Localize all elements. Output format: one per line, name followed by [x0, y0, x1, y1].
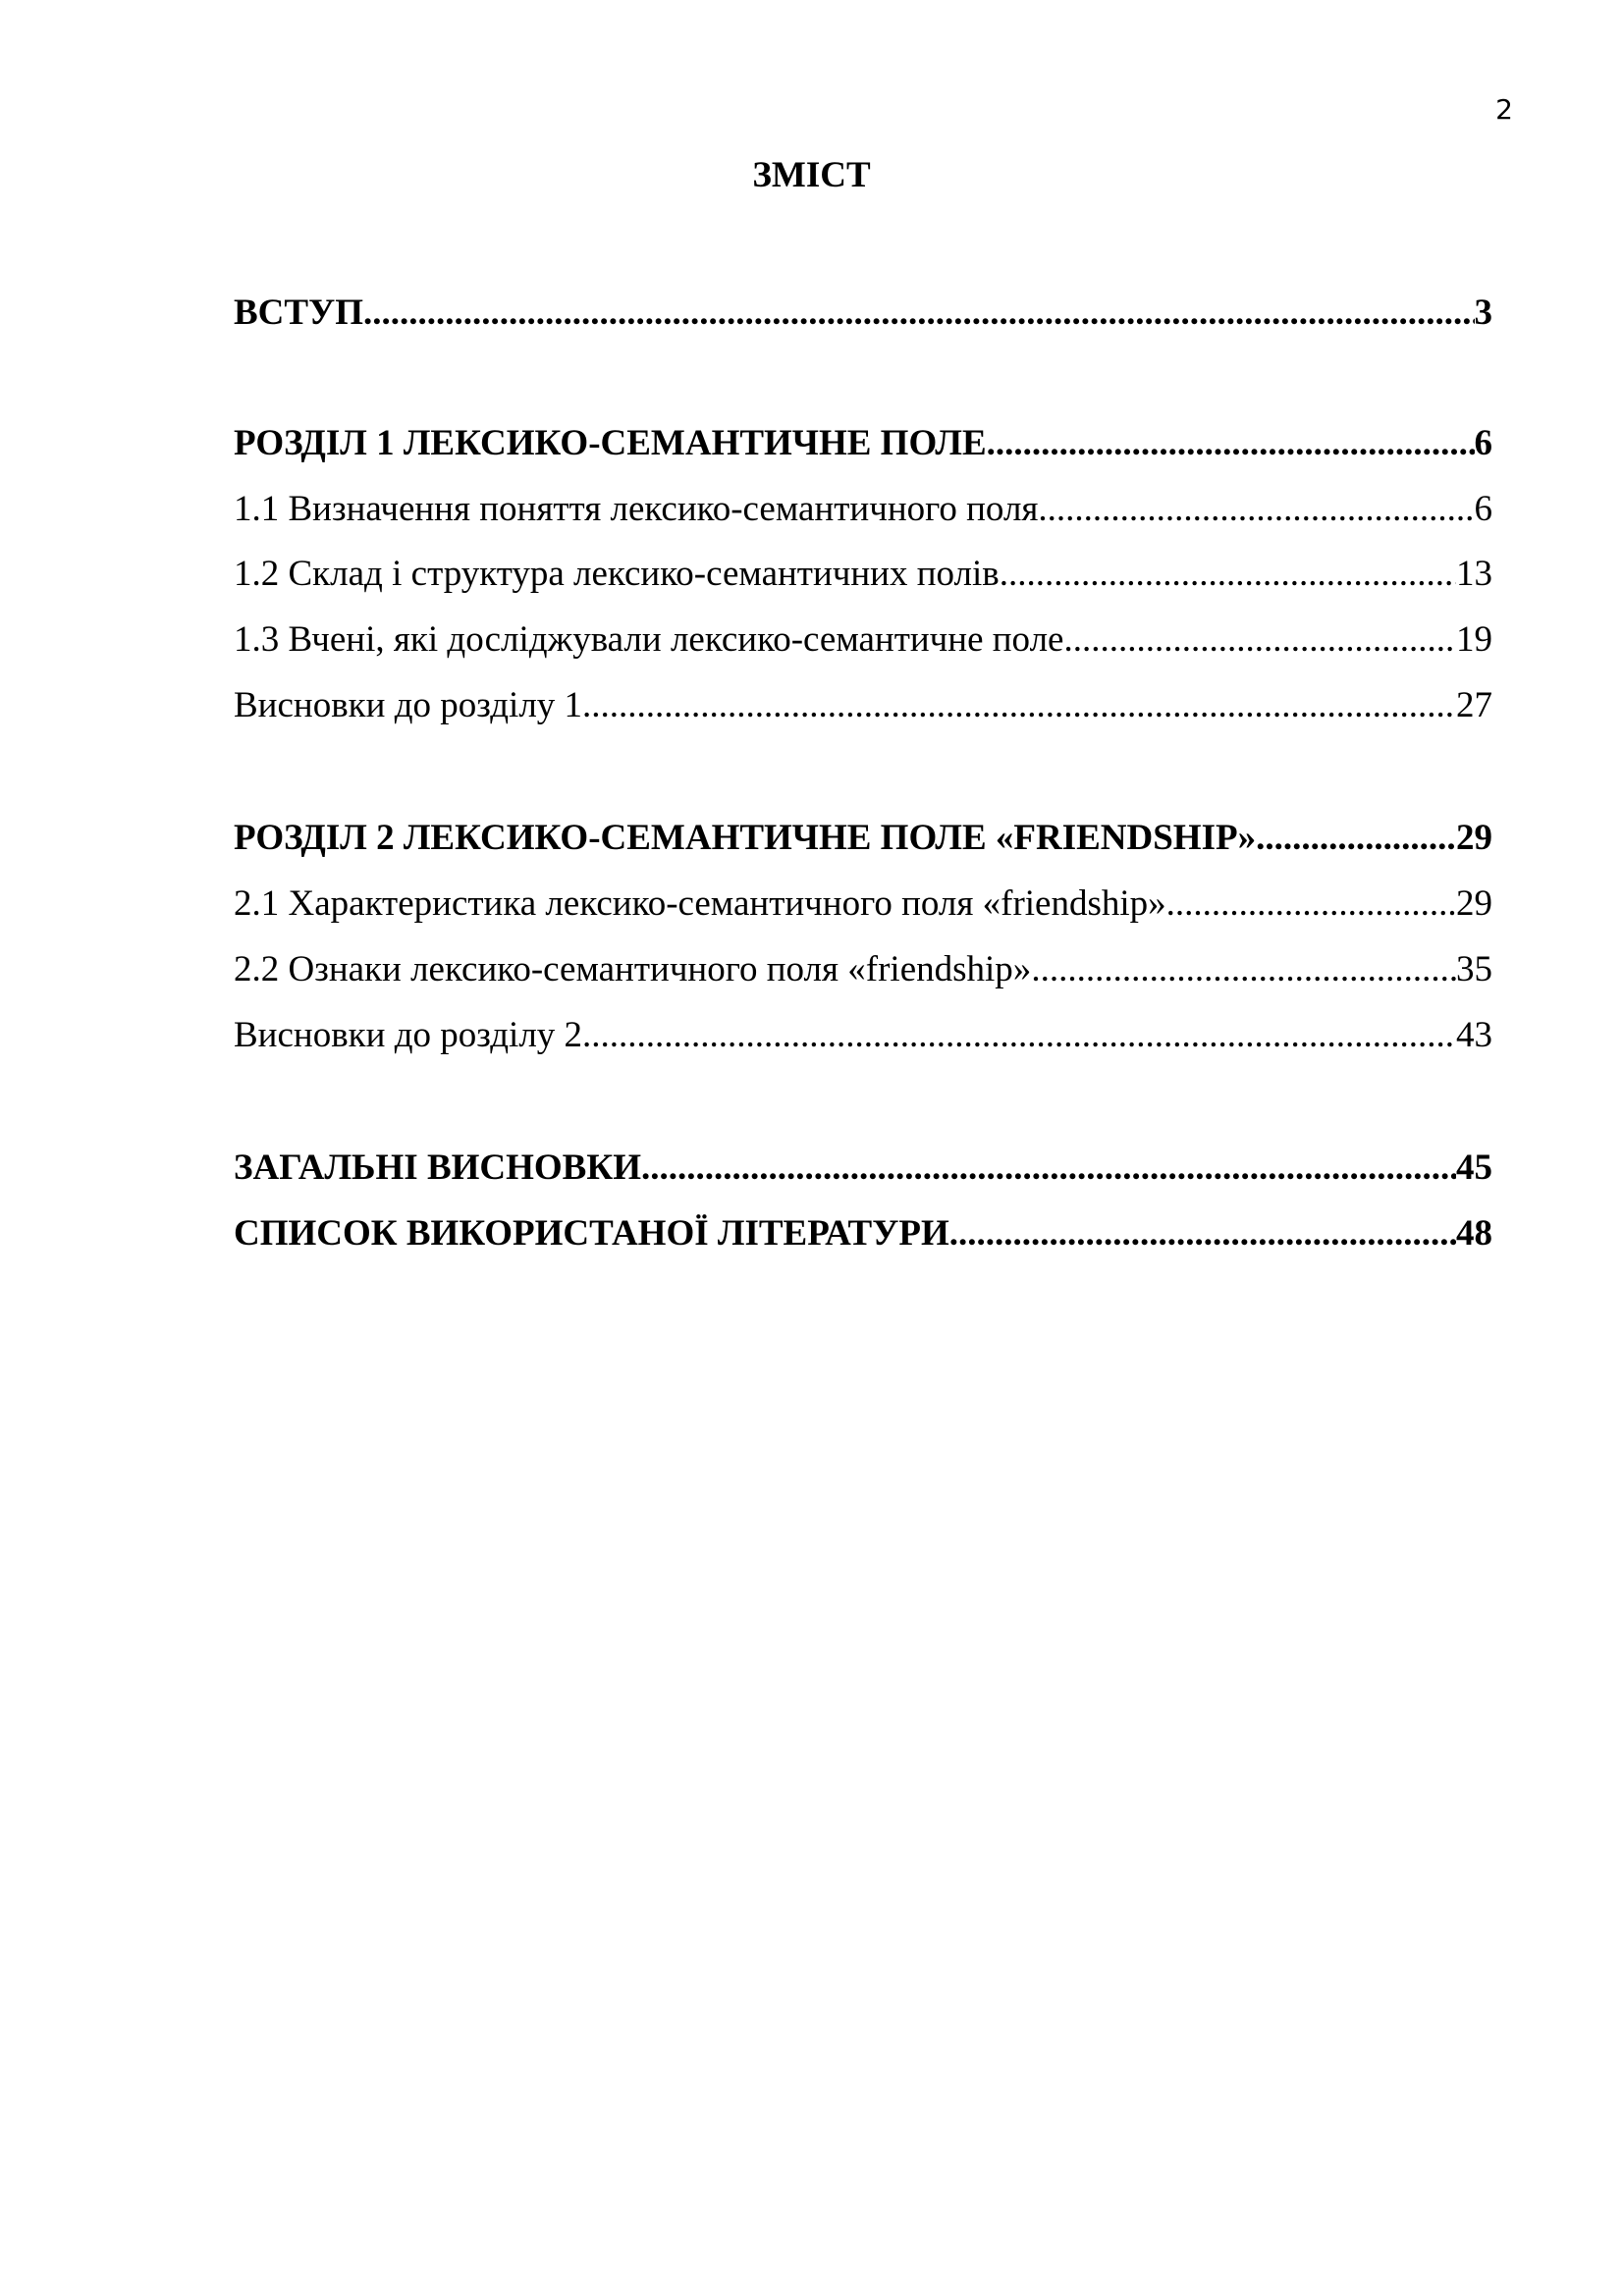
toc-dot-leader [1038, 488, 1474, 531]
toc-entry-chapter-1[interactable] [234, 422, 1492, 465]
toc-entry-page: 45 [1456, 1148, 1492, 1188]
toc-entry-section-1-3[interactable] [234, 618, 1492, 662]
toc-entry-label: Висновки до розділу 1 [234, 685, 583, 725]
toc-entry-page: 43 [1456, 1015, 1492, 1055]
toc-entry-page: 48 [1456, 1213, 1492, 1254]
toc-dot-leader [1166, 882, 1456, 926]
toc-dot-leader [987, 422, 1475, 465]
toc-entry-general-conclusions[interactable] [234, 1147, 1492, 1190]
toc-entry-label: ЗАГАЛЬНІ ВИСНОВКИ [234, 1148, 641, 1188]
toc-entry-label: 2.1 Характеристика лексико-семантичного поля «friendship» [234, 883, 1166, 924]
toc-entry-conclusions-2[interactable] [234, 1014, 1492, 1057]
toc-dot-leader [1063, 618, 1456, 662]
toc-entry-conclusions-1[interactable] [234, 684, 1492, 727]
toc-dot-leader [1256, 817, 1456, 860]
toc-entry-label: РОЗДІЛ 1 ЛЕКСИКО-СЕМАНТИЧНЕ ПОЛЕ [234, 423, 987, 463]
toc-dot-leader [1000, 553, 1456, 596]
toc-entry-section-2-1[interactable] [234, 882, 1492, 926]
toc-entry-label: 1.1 Визначення поняття лексико-семантичного поля [234, 489, 1039, 529]
toc-dot-leader [363, 292, 1474, 335]
toc-entry-label: Висновки до розділу 2 [234, 1015, 583, 1055]
toc-entry-label: 1.2 Склад і структура лексико-семантичних полів [234, 554, 1000, 594]
toc-entry-references[interactable] [234, 1212, 1492, 1255]
toc-dot-leader [582, 1014, 1456, 1057]
toc-dot-leader [1031, 948, 1456, 991]
toc-entry-section-1-1[interactable] [234, 488, 1492, 531]
toc-title: ЗМІСТ [752, 155, 871, 195]
toc-entry-page: 35 [1456, 949, 1492, 989]
toc-entry-label: СПИСОК ВИКОРИСТАНОЇ ЛІТЕРАТУРИ [234, 1213, 949, 1254]
toc-entry-label: РОЗДІЛ 2 ЛЕКСИКО-СЕМАНТИЧНЕ ПОЛЕ «FRIENDSHIP» [234, 818, 1257, 858]
toc-entry-label: ВСТУП [234, 293, 364, 333]
toc-entry-page: 6 [1474, 423, 1492, 463]
toc-entry-section-1-2[interactable] [234, 553, 1492, 596]
toc-entry-page: 27 [1456, 685, 1492, 725]
toc-entry-page: 19 [1456, 619, 1492, 660]
toc-entry-page: 6 [1474, 489, 1492, 529]
page-number: 2 [1495, 93, 1513, 126]
toc-entry-page: 13 [1456, 554, 1492, 594]
toc-entry-page: 3 [1474, 293, 1492, 333]
toc-entry-introduction[interactable] [234, 292, 1492, 335]
toc-dot-leader [641, 1147, 1456, 1190]
toc-entry-chapter-2[interactable] [234, 817, 1492, 860]
toc-entry-label: 2.2 Ознаки лексико-семантичного поля «friendship» [234, 949, 1032, 989]
toc-entry-page: 29 [1456, 818, 1492, 858]
toc-dot-leader [949, 1212, 1456, 1255]
toc-entry-page: 29 [1456, 883, 1492, 924]
toc-entry-label: 1.3 Вчені, які досліджували лексико-семантичне поле [234, 619, 1064, 660]
toc-entry-section-2-2[interactable] [234, 948, 1492, 991]
toc-dot-leader [582, 684, 1456, 727]
